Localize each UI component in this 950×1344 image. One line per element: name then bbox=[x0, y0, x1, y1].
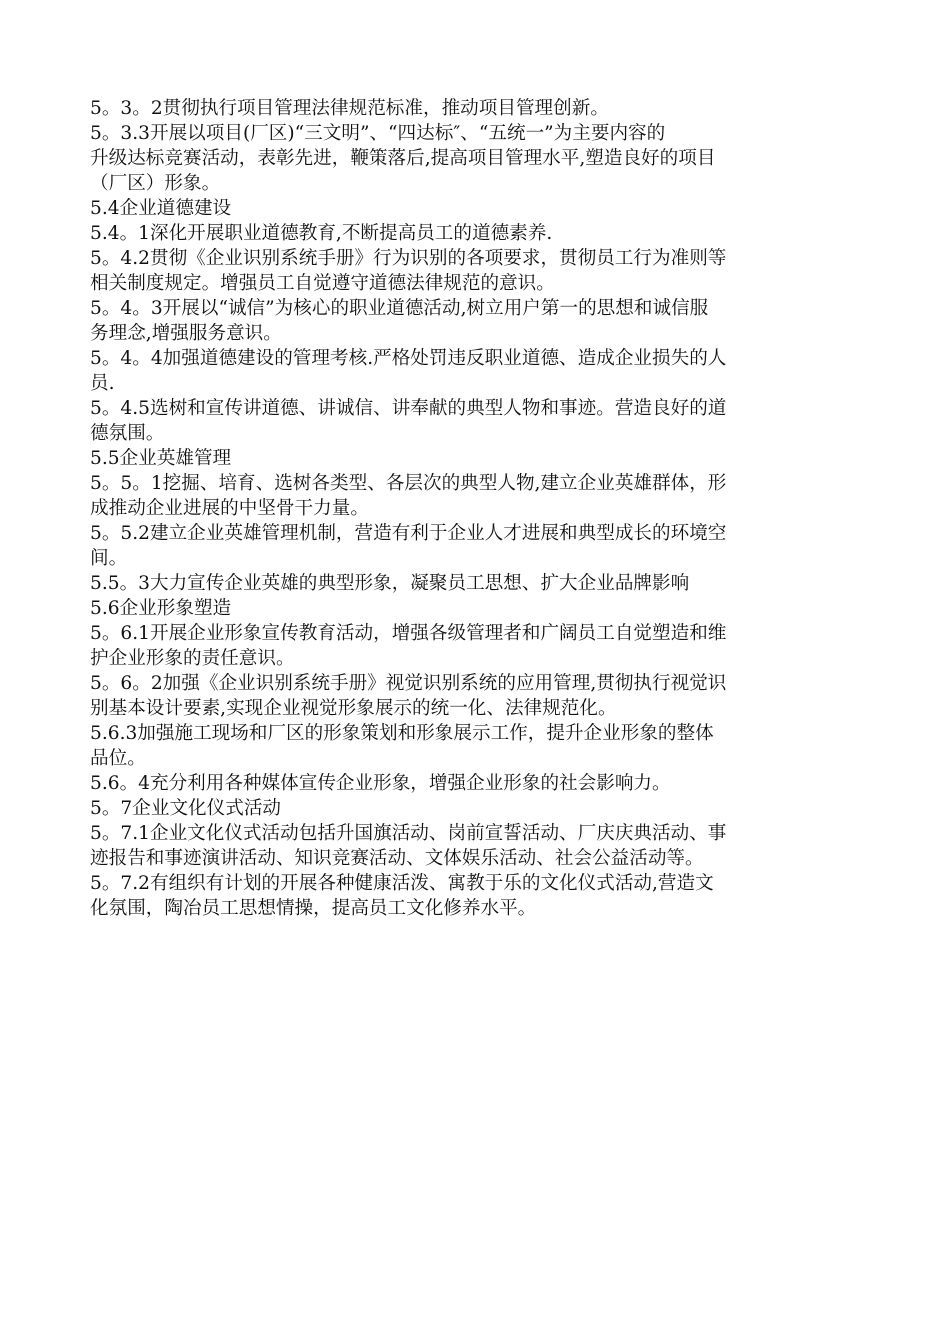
paragraph bbox=[90, 96, 860, 121]
paragraph bbox=[90, 221, 860, 246]
text-line: 别基本设计要素,实现企业视觉形象展示的统一化、法律规范化。 bbox=[90, 698, 617, 719]
heading-text: 5.5企业英雄管理 bbox=[90, 448, 232, 469]
heading-text: 5.4企业道德建设 bbox=[90, 198, 232, 219]
text-line: 员. bbox=[90, 373, 115, 394]
text-line: 5。7.1企业文化仪式活动包括升国旗活动、岗前宣誓活动、厂庆庆典活动、事 bbox=[90, 823, 727, 844]
section-heading bbox=[90, 196, 860, 221]
text-line: 相关制度规定。增强员工自觉遵守道德法律规范的意识。 bbox=[90, 273, 555, 294]
text-line: 5.4。1深化开展职业道德教育,不断提高员工的道德素养. bbox=[90, 223, 553, 244]
paragraph bbox=[90, 121, 860, 196]
text-line: 5。4.5选树和宣传讲道德、讲诚信、讲奉献的典型人物和事迹。营造良好的道 bbox=[90, 398, 727, 419]
paragraph bbox=[90, 396, 860, 446]
text-line: 5.6。4充分利用各种媒体宣传企业形象，增强企业形象的社会影响力。 bbox=[90, 773, 671, 794]
paragraph bbox=[90, 346, 860, 396]
heading-text: 5。7企业文化仪式活动 bbox=[90, 798, 282, 819]
text-line: 5。7.2有组织有计划的开展各种健康活泼、寓教于乐的文化仪式活动,营造文 bbox=[90, 873, 714, 894]
paragraph bbox=[90, 771, 860, 796]
text-line: 5。3。2贯彻执行项目管理法律规范标准，推动项目管理创新。 bbox=[90, 98, 609, 119]
text-line: 5。6.1开展企业形象宣传教育活动，增强各级管理者和广阔员工自觉塑造和维 bbox=[90, 623, 727, 644]
text-line: 5。5。1挖掘、培育、选树各类型、各层次的典型人物,建立企业英雄群体，形 bbox=[90, 473, 727, 494]
paragraph bbox=[90, 721, 860, 771]
paragraph bbox=[90, 471, 860, 521]
text-line: 升级达标竞赛活动，表彰先进，鞭策落后,提高项目管理水平,塑造良好的项目 bbox=[90, 148, 716, 169]
heading-text: 5.6企业形象塑造 bbox=[90, 598, 232, 619]
text-line: 5.5。3大力宣传企业英雄的典型形象，凝聚员工思想、扩大企业品牌影响 bbox=[90, 573, 690, 594]
section-heading bbox=[90, 596, 860, 621]
paragraph bbox=[90, 671, 860, 721]
text-line: 迹报告和事迹演讲活动、知识竞赛活动、文体娱乐活动、社会公益活动等。 bbox=[90, 848, 704, 869]
text-line: 德氛围。 bbox=[90, 423, 165, 444]
text-line: 5。4。3开展以“诚信”为核心的职业道德活动,树立用户第一的思想和诚信服 bbox=[90, 298, 709, 319]
text-line: 护企业形象的责任意识。 bbox=[90, 648, 295, 669]
text-line: 5。3.3开展以项目(厂区)“三文明”、“四达标″、“五统一”为主要内容的 bbox=[90, 123, 666, 144]
paragraph bbox=[90, 571, 860, 596]
text-line: 5。6。2加强《企业识别系统手册》视觉识别系统的应用管理,贯彻执行视觉识 bbox=[90, 673, 727, 694]
text-line: 5。4。4加强道德建设的管理考核.严格处罚违反职业道德、造成企业损失的人 bbox=[90, 348, 727, 369]
text-line: 化氛围，陶冶员工思想情操，提高员工文化修养水平。 bbox=[90, 898, 537, 919]
text-line: 成推动企业进展的中坚骨干力量。 bbox=[90, 498, 369, 519]
paragraph bbox=[90, 621, 860, 671]
text-line: （厂区）形象。 bbox=[90, 173, 221, 194]
text-line: 间。 bbox=[90, 548, 128, 569]
paragraph bbox=[90, 821, 860, 871]
text-line: 5.6.3加强施工现场和厂区的形象策划和形象展示工作，提升企业形象的整体 bbox=[90, 723, 714, 744]
paragraph bbox=[90, 871, 860, 921]
text-line: 品位。 bbox=[90, 748, 146, 769]
paragraph bbox=[90, 246, 860, 296]
document-page bbox=[90, 96, 860, 921]
text-line: 务理念,增强服务意识。 bbox=[90, 323, 282, 344]
text-line: 5。5.2建立企业英雄管理机制，营造有利于企业人才进展和典型成长的环境空 bbox=[90, 523, 727, 544]
section-heading bbox=[90, 446, 860, 471]
text-line: 5。4.2贯彻《企业识别系统手册》行为识别的各项要求，贯彻员工行为准则等 bbox=[90, 248, 727, 269]
section-heading bbox=[90, 796, 860, 821]
paragraph bbox=[90, 296, 860, 346]
paragraph bbox=[90, 521, 860, 571]
